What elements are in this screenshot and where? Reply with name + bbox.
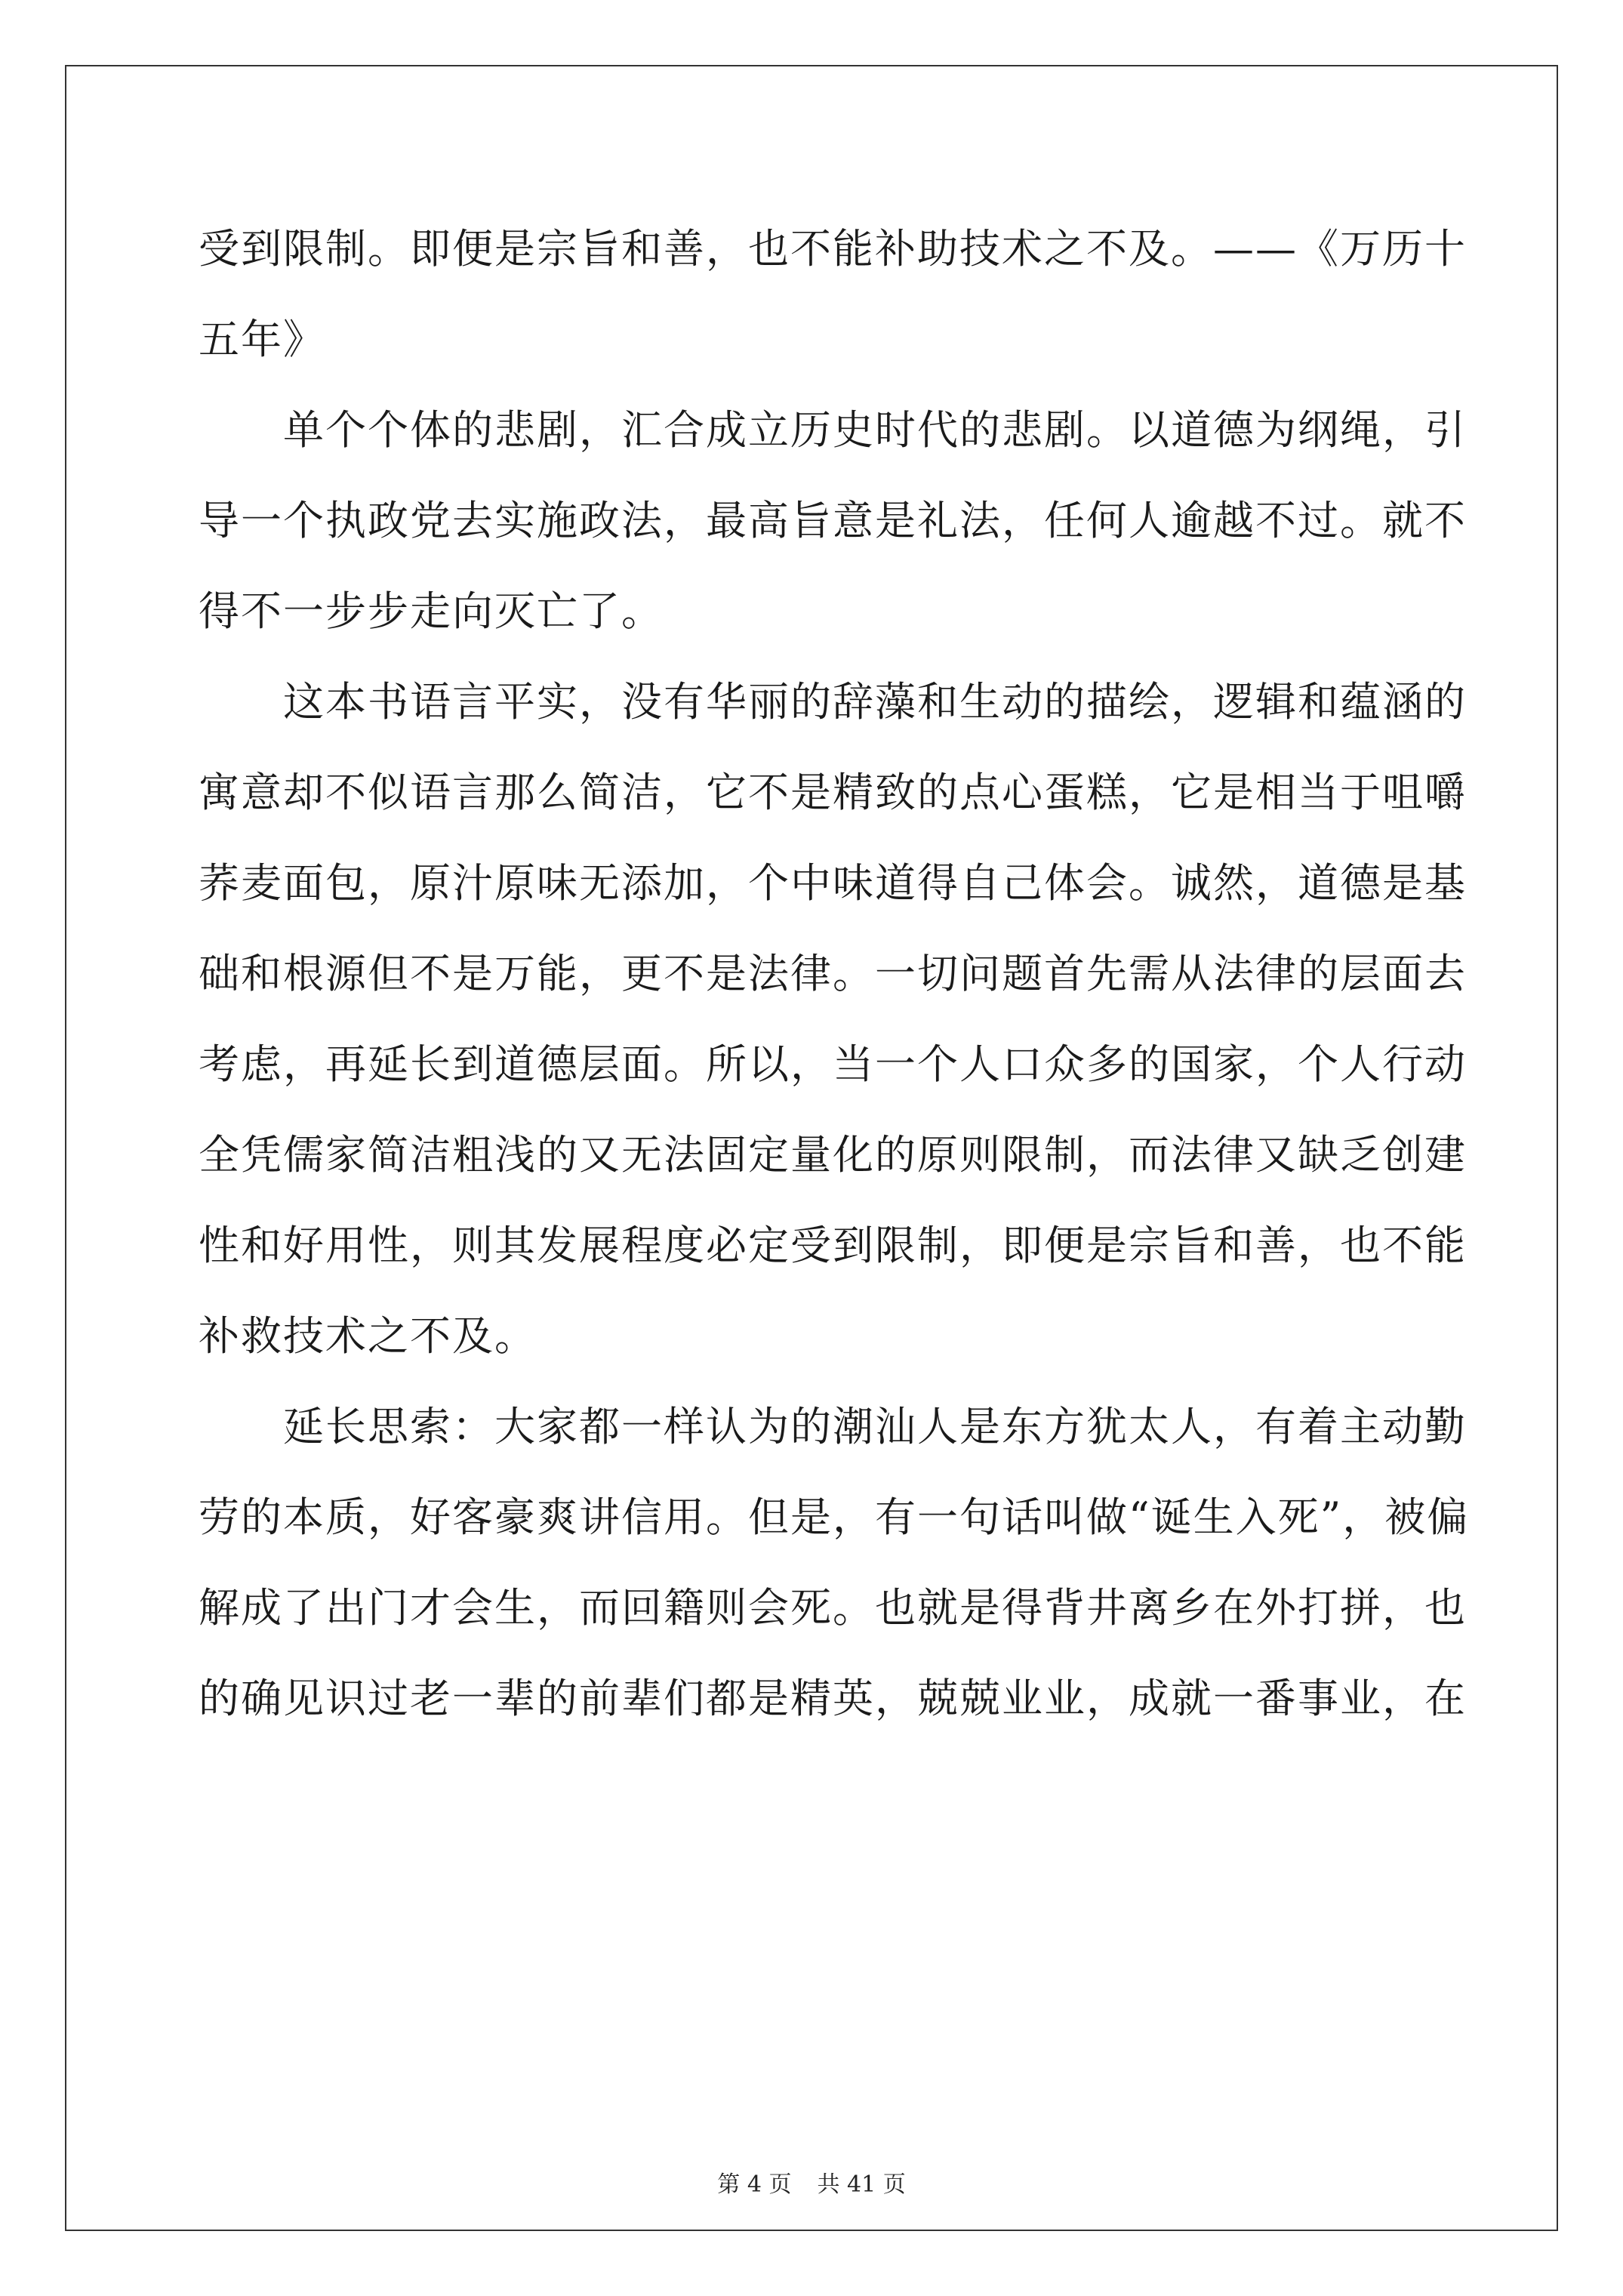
text-line: 受到限制。即便是宗旨和善，也不能补助技术之不及。——《万历十: [199, 225, 1467, 273]
page-total: 共 41 页: [817, 2171, 906, 2198]
text-line: 荞麦面包，原汁原味无添加，个中味道得自己体会。诚然，道德是基: [199, 859, 1467, 907]
text-line: 全凭儒家简洁粗浅的又无法固定量化的原则限制，而法律又缺乏创建: [199, 1131, 1467, 1179]
page-number: 第 4 页: [717, 2171, 792, 2198]
text-line: 单个个体的悲剧，汇合成立历史时代的悲剧。以道德为纲绳，引: [283, 406, 1467, 454]
page-footer: [0, 2165, 1623, 2199]
text-line: 寓意却不似语言那么简洁，它不是精致的点心蛋糕，它是相当于咀嚼: [199, 769, 1467, 816]
text-line: 导一个执政党去实施政法，最高旨意是礼法，任何人逾越不过。就不: [199, 497, 1467, 544]
text-line: 补救技术之不及。: [199, 1312, 537, 1360]
text-line: 延长思索：大家都一样认为的潮汕人是东方犹太人，有着主动勤: [283, 1403, 1467, 1450]
text-line: 劳的本质，好客豪爽讲信用。但是，有一句话叫做“诞生入死”，被偏: [199, 1493, 1470, 1541]
text-line: 得不一步步走向灭亡了。: [199, 587, 664, 635]
text-line: 础和根源但不是万能，更不是法律。一切问题首先需从法律的层面去: [199, 950, 1467, 997]
text-line: 解成了出门才会生，而回籍则会死。也就是得背井离乡在外打拼，也: [199, 1584, 1467, 1632]
text-line: 这本书语言平实，没有华丽的辞藻和生动的描绘，逻辑和蕴涵的: [283, 678, 1467, 726]
document-body: [199, 220, 1470, 1761]
text-line: 的确见识过老一辈的前辈们都是精英，兢兢业业，成就一番事业，在: [199, 1675, 1467, 1722]
text-line: 性和好用性，则其发展程度必定受到限制，即便是宗旨和善，也不能: [199, 1222, 1467, 1269]
text-line: 五年》: [199, 316, 325, 363]
text-line: 考虑，再延长到道德层面。所以，当一个人口众多的国家，个人行动: [199, 1040, 1467, 1088]
